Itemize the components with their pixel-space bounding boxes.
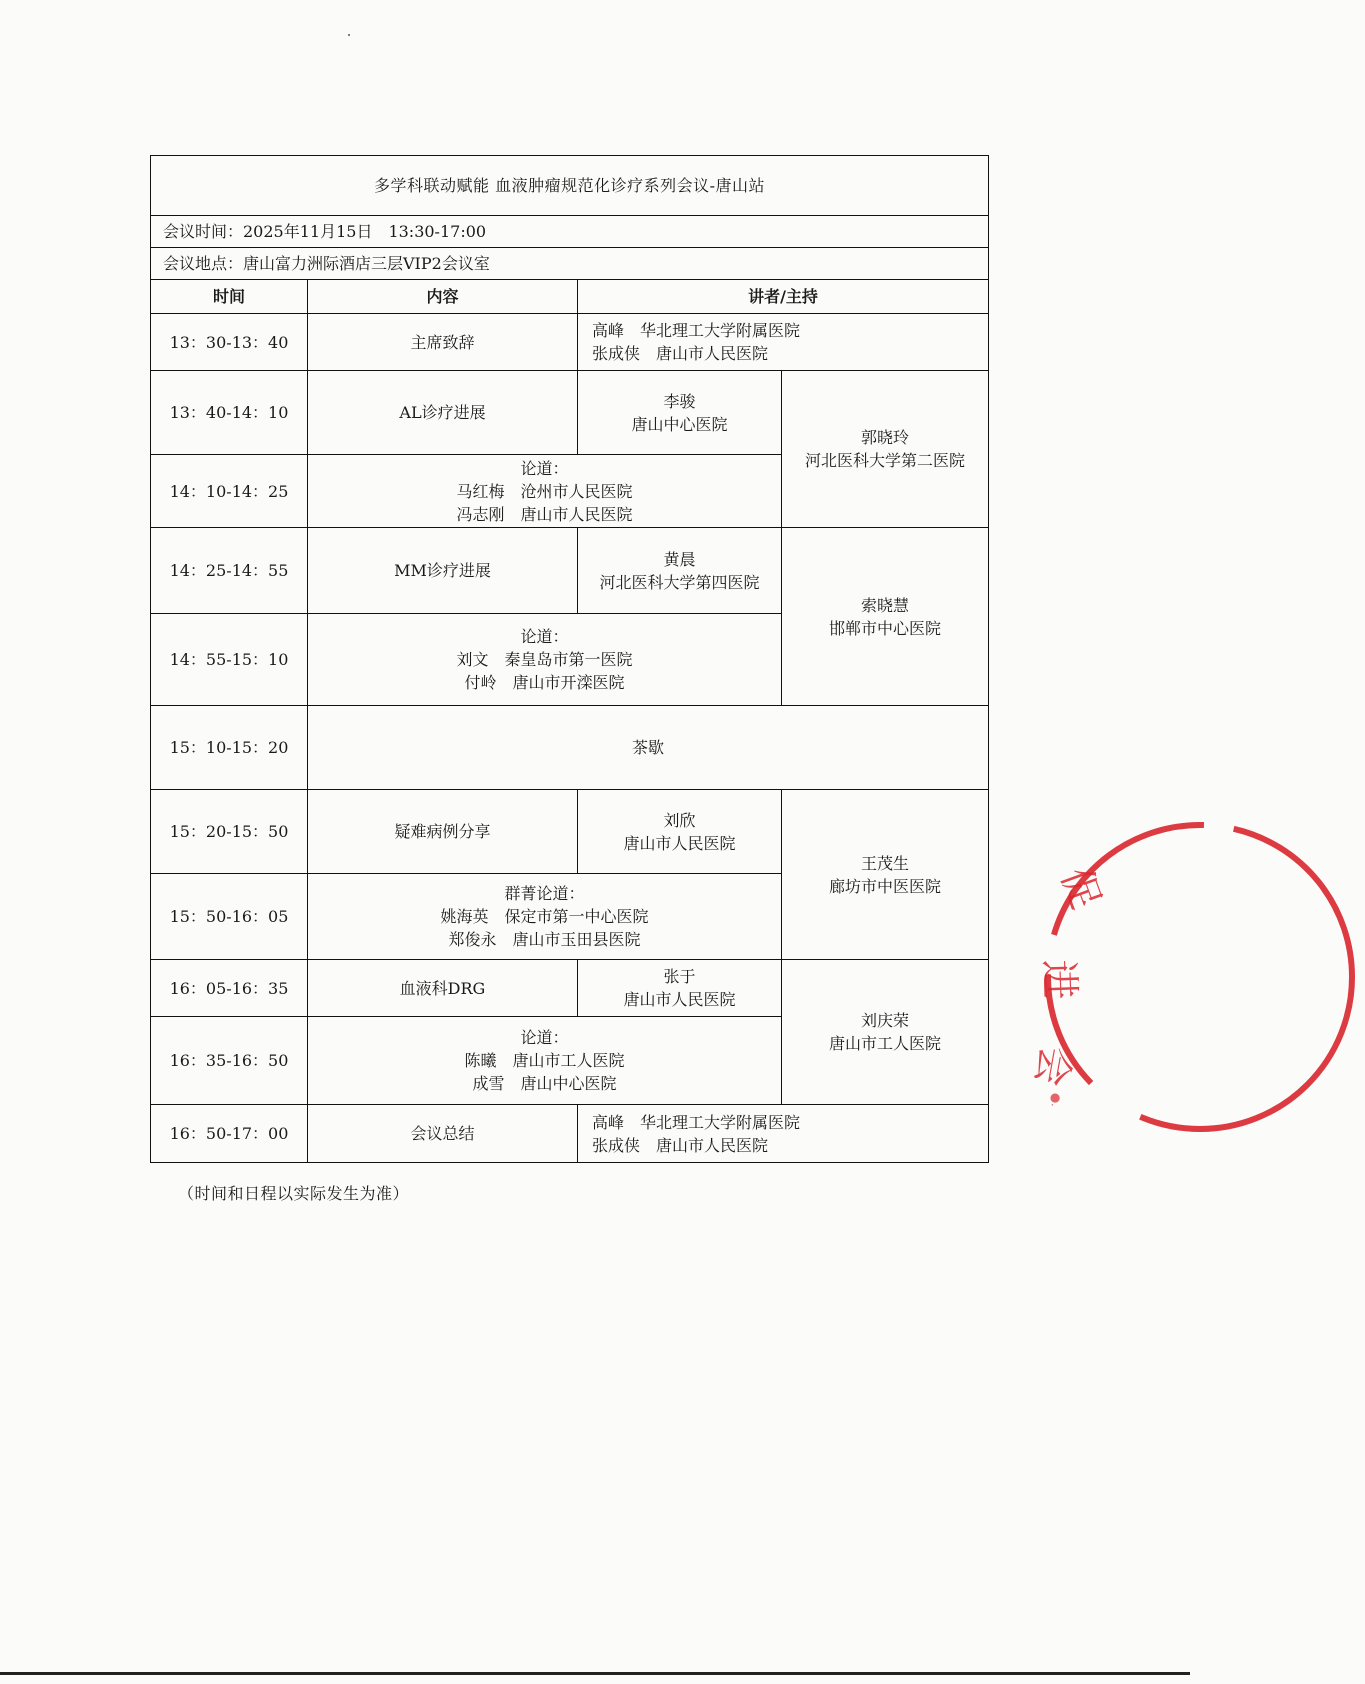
session-time: 15：20-15：50 [151,790,308,874]
tea-break: 茶歇 [308,706,989,790]
speaker-name: 刘欣 [663,810,696,830]
discussion-cell [308,874,782,960]
panelist: 冯志刚 唐山市人民医院 [456,504,633,524]
session-chair [782,371,989,528]
chair-name: 郭晓玲 [860,428,909,447]
page-bottom-edge [0,1672,1190,1675]
discussion-cell [308,614,782,706]
scan-speck [348,34,350,36]
session-content: 疑难病例分享 [308,790,578,874]
panelist: 姚海英 保定市第一中心医院 [440,907,649,926]
session-time: 14：55-15：10 [151,614,308,706]
session-speakers [578,1105,989,1163]
speaker-line: 张成侠 唐山市人民医院 [592,1135,769,1155]
discussion-label: 论道： [520,1028,569,1047]
discussion-label: 论道： [520,458,569,478]
meeting-place: 会议地点：唐山富力洲际酒店三层VIP2会议室 [151,248,989,280]
session-speaker [578,371,782,455]
session-speaker [578,528,782,614]
table-row [151,314,989,371]
session-chair [782,790,989,960]
discussion-cell [308,1017,782,1105]
table-row [151,371,989,455]
panelist: 付岭 唐山市开滦医院 [464,673,625,692]
session-time: 13：30-13：40 [151,314,308,371]
speaker-line: 高峰 华北理工大学附属医院 [592,321,801,340]
speaker-org: 河北医科大学第四医院 [599,572,760,592]
discussion-cell [308,455,782,528]
discussion-label: 群菁论道： [504,884,585,903]
table-row [151,706,989,790]
table-row [151,1105,989,1163]
speaker-name: 李骏 [663,391,696,411]
header-content: 内容 [308,280,578,314]
table-row [151,960,989,1017]
chair-org: 邯郸市中心医院 [828,618,941,638]
meeting-time: 会议时间：2025年11月15日 13:30-17:00 [151,216,989,248]
panelist: 郑俊永 唐山市玉田县医院 [448,930,641,949]
chair-org: 廊坊市中医医院 [828,876,941,896]
seal-char-2: 进 [1035,958,1083,1001]
session-speakers [578,314,989,371]
session-time: 16：35-16：50 [151,1017,308,1105]
session-time: 14：25-14：55 [151,528,308,614]
session-content: AL诊疗进展 [308,371,578,455]
session-content: 主席致辞 [308,314,578,371]
panelist: 马红梅 沧州市人民医院 [456,481,633,501]
seal-char-3: 会 [1026,1042,1079,1090]
schedule-footnote: （时间和日程以实际发生为准） [178,1184,410,1203]
session-content: MM诊疗进展 [308,528,578,614]
session-chair [782,528,989,706]
speaker-name: 张于 [663,967,696,986]
panelist: 陈曦 唐山市工人医院 [464,1051,625,1070]
session-time: 15：50-16：05 [151,874,308,960]
session-chair [782,960,989,1105]
session-content: 会议总结 [308,1105,578,1163]
session-speaker [578,960,782,1017]
speaker-name: 黄晨 [663,549,696,569]
discussion-label: 论道： [520,627,569,646]
speaker-org: 唐山市人民医院 [623,990,736,1009]
speaker-org: 唐山市人民医院 [623,833,736,853]
session-content: 血液科DRG [308,960,578,1017]
svg-text:●·: ●· [1045,1090,1065,1110]
chair-name: 王茂生 [860,853,909,873]
speaker-org: 唐山中心医院 [631,414,728,434]
agenda-table [150,155,989,1163]
session-time: 16：05-16：35 [151,960,308,1017]
speaker-line: 张成侠 唐山市人民医院 [592,344,769,363]
session-time: 13：40-14：10 [151,371,308,455]
session-time: 16：50-17：00 [151,1105,308,1163]
panelist: 刘文 秦皇岛市第一医院 [456,650,633,669]
header-speaker: 讲者/主持 [578,280,989,314]
chair-org: 河北医科大学第二医院 [804,451,965,470]
chair-name: 刘庆荣 [860,1011,909,1030]
table-row [151,790,989,874]
session-time: 15：10-15：20 [151,706,308,790]
chair-name: 索晓慧 [860,595,909,615]
table-row [151,528,989,614]
seal-char-1: 促 [1051,861,1109,916]
red-seal-stamp [1026,812,1365,1142]
meeting-title: 多学科联动赋能 血液肿瘤规范化诊疗系列会议-唐山站 [151,156,989,216]
header-time: 时间 [151,280,308,314]
session-speaker [578,790,782,874]
speaker-line: 高峰 华北理工大学附属医院 [592,1112,801,1132]
chair-org: 唐山市工人医院 [828,1034,941,1053]
session-time: 14：10-14：25 [151,455,308,528]
panelist: 成雪 唐山中心医院 [472,1074,617,1093]
